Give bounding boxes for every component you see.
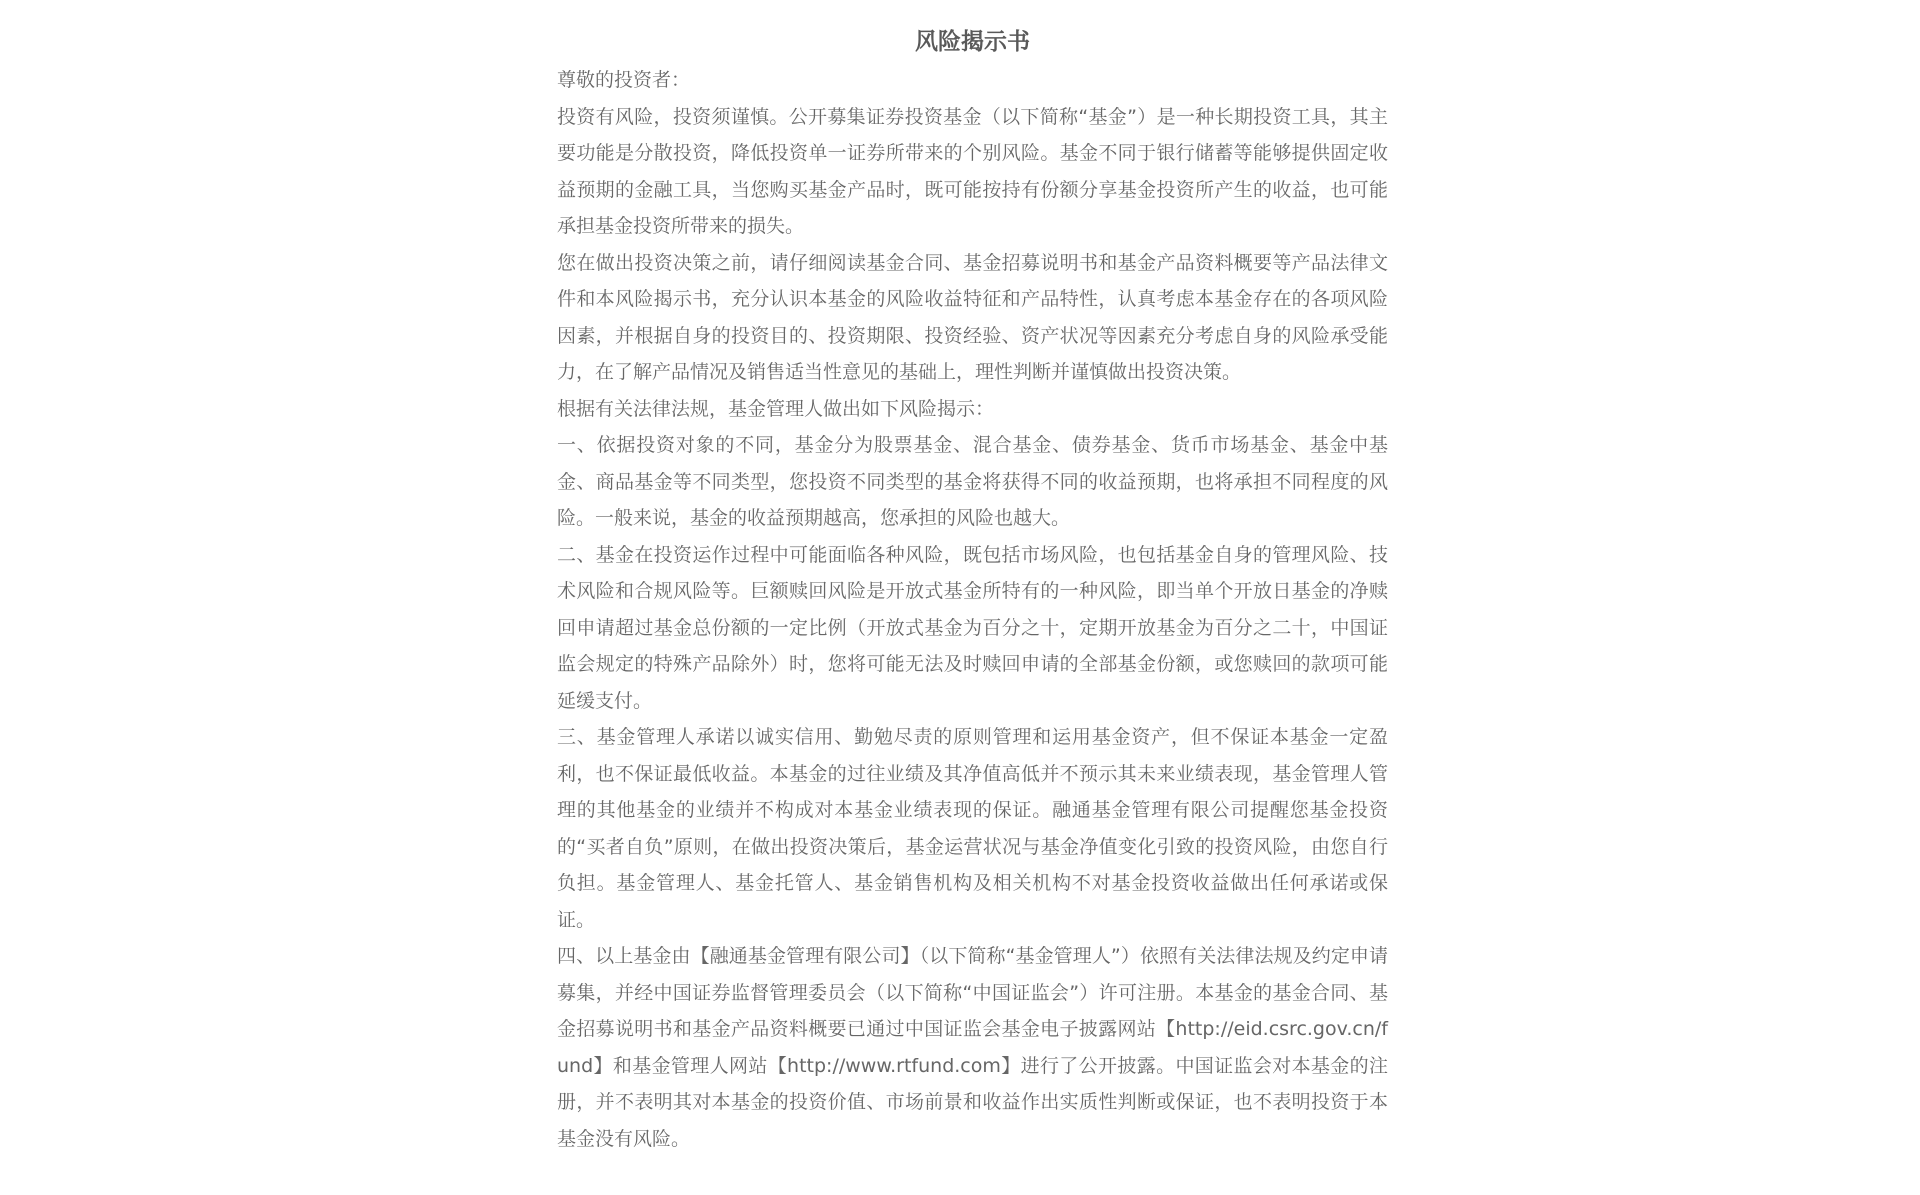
paragraph-disclosure-lead: 根据有关法律法规，基金管理人做出如下风险揭示： bbox=[557, 397, 995, 420]
greeting: 尊敬的投资者： bbox=[557, 69, 691, 91]
paragraph-intro: 投资有风险，投资须谨慎。公开募集证券投资基金（以下简称“基金”）是一种长期投资工具，其主要功能是分散投资，降低投资单一证券所带来的个别风险。基金不同于银行储蓄等能够提供固定收益预期的金融工具，当您购买基金产品时，既可能按持有份额分享基金投资所产生的收益，也可能承担基金投资所带来的损失。 bbox=[557, 105, 1388, 237]
paragraph-item-2: 二、基金在投资运作过程中可能面临各种风险，既包括市场风险，也包括基金自身的管理风险、技术风险和合规风险等。巨额赎回风险是开放式基金所特有的一种风险，即当单个开放日基金的净赎回申请超过基金总份额的一定比例（开放式基金为百分之十，定期开放基金为百分之二十，中国证监会规定的特殊产品除外）时，您将可能无法及时赎回申请的全部基金份额，或您赎回的款项可能延缓支付。 bbox=[557, 543, 1388, 712]
paragraph-item-3: 三、基金管理人承诺以诚实信用、勤勉尽责的原则管理和运用基金资产，但不保证本基金一定盈利，也不保证最低收益。本基金的过往业绩及其净值高低并不预示其未来业绩表现，基金管理人管理的其他基金的业绩并不构成对本基金业绩表现的保证。融通基金管理有限公司提醒您基金投资的“买者自负”原则，在做出投资决策后，基金运营状况与基金净值变化引致的投资风险，由您自行负担。基金管理人、基金托管人、基金销售机构及相关机构不对基金投资收益做出任何承诺或保证。 bbox=[557, 726, 1388, 931]
paragraph-item-1: 一、依据投资对象的不同，基金分为股票基金、混合基金、债券基金、货币市场基金、基金中基金、商品基金等不同类型，您投资不同类型的基金将获得不同的收益预期，也将承担不同程度的风险。一般来说，基金的收益预期越高，您承担的风险也越大。 bbox=[557, 434, 1388, 529]
paragraph-before-decision: 您在做出投资决策之前，请仔细阅读基金合同、基金招募说明书和基金产品资料概要等产品法律文件和本风险揭示书，充分认识本基金的风险收益特征和产品特性，认真考虑本基金存在的各项风险因素，并根据自身的投资目的、投资期限、投资经验、资产状况等因素充分考虑自身的风险承受能力，在了解产品情况及销售适当性意见的基础上，理性判断并谨慎做出投资决策。 bbox=[557, 251, 1388, 383]
paragraph-item-4: 四、以上基金由【融通基金管理有限公司】（以下简称“基金管理人”）依照有关法律法规及约定申请募集，并经中国证券监督管理委员会（以下简称“中国证监会”）许可注册。本基金的基金合同、基金招募说明书和基金产品资料概要已通过中国证监会基金电子披露网站【http://eid.csrc.gov.cn/fund】和基金管理人网站【http://www.rtfund.com】进行了公开披露。中国证监会对本基金的注册，并不表明其对本基金的投资价值、市场前景和收益作出实质性判断或保证，也不表明投资于本基金没有风险。 bbox=[557, 945, 1388, 1150]
document-title: 风险揭示书 bbox=[915, 29, 1030, 55]
risk-disclosure-document bbox=[557, 24, 1388, 1157]
